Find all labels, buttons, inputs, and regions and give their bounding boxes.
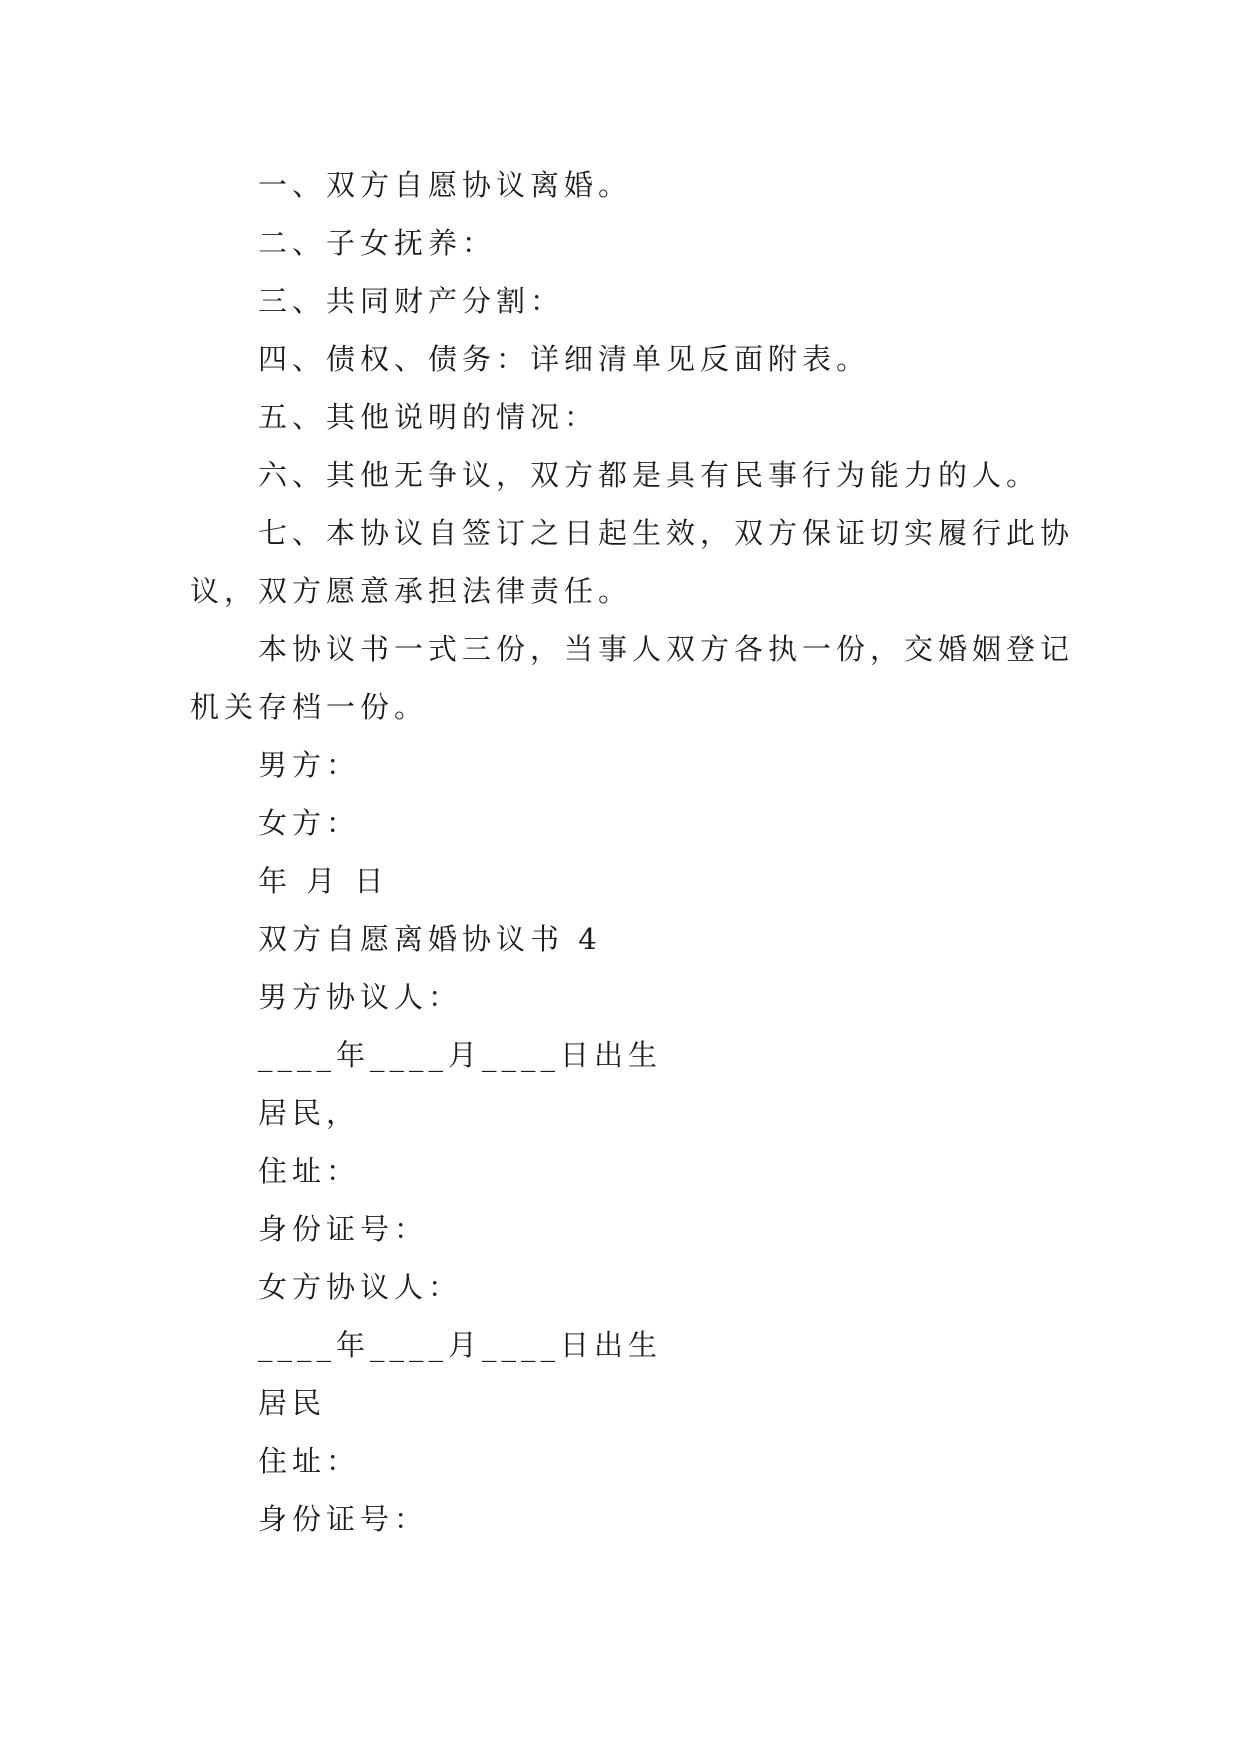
male-id-number: 身份证号：	[258, 1212, 429, 1246]
clause-1: 一、双方自愿协议离婚。	[258, 168, 633, 202]
clause-6: 六、其他无争议，双方都是具有民事行为能力的人。	[258, 458, 1041, 492]
signing-date: 年 月 日	[258, 864, 389, 898]
clause-5: 五、其他说明的情况：	[258, 400, 599, 434]
female-party-label: 女方协议人：	[258, 1270, 463, 1304]
male-party-label: 男方协议人：	[258, 980, 463, 1014]
clause-7: 七、本协议自签订之日起生效，双方保证切实履行此协	[258, 516, 1075, 550]
copies-note-continued: 机关存档一份。	[190, 690, 429, 724]
clause-4: 四、债权、债务：详细清单见反面附表。	[258, 342, 871, 376]
male-residency: 居民，	[258, 1096, 361, 1130]
clause-2: 二、子女抚养：	[258, 226, 497, 260]
male-party-signature: 男方：	[258, 748, 361, 782]
agreement-title: 双方自愿离婚协议书 4	[258, 922, 602, 956]
male-address: 住址：	[258, 1154, 361, 1188]
female-id-number: 身份证号：	[258, 1502, 429, 1536]
clause-7-continued: 议，双方愿意承担法律责任。	[190, 574, 633, 608]
female-residency: 居民	[258, 1386, 327, 1420]
female-party-signature: 女方：	[258, 806, 361, 840]
clause-3: 三、共同财产分割：	[258, 284, 565, 318]
female-address: 住址：	[258, 1444, 361, 1478]
copies-note: 本协议书一式三份，当事人双方各执一份，交婚姻登记	[258, 632, 1075, 666]
male-birth-date: ____年____月____日出生	[258, 1038, 663, 1072]
female-birth-date: ____年____月____日出生	[258, 1328, 663, 1362]
